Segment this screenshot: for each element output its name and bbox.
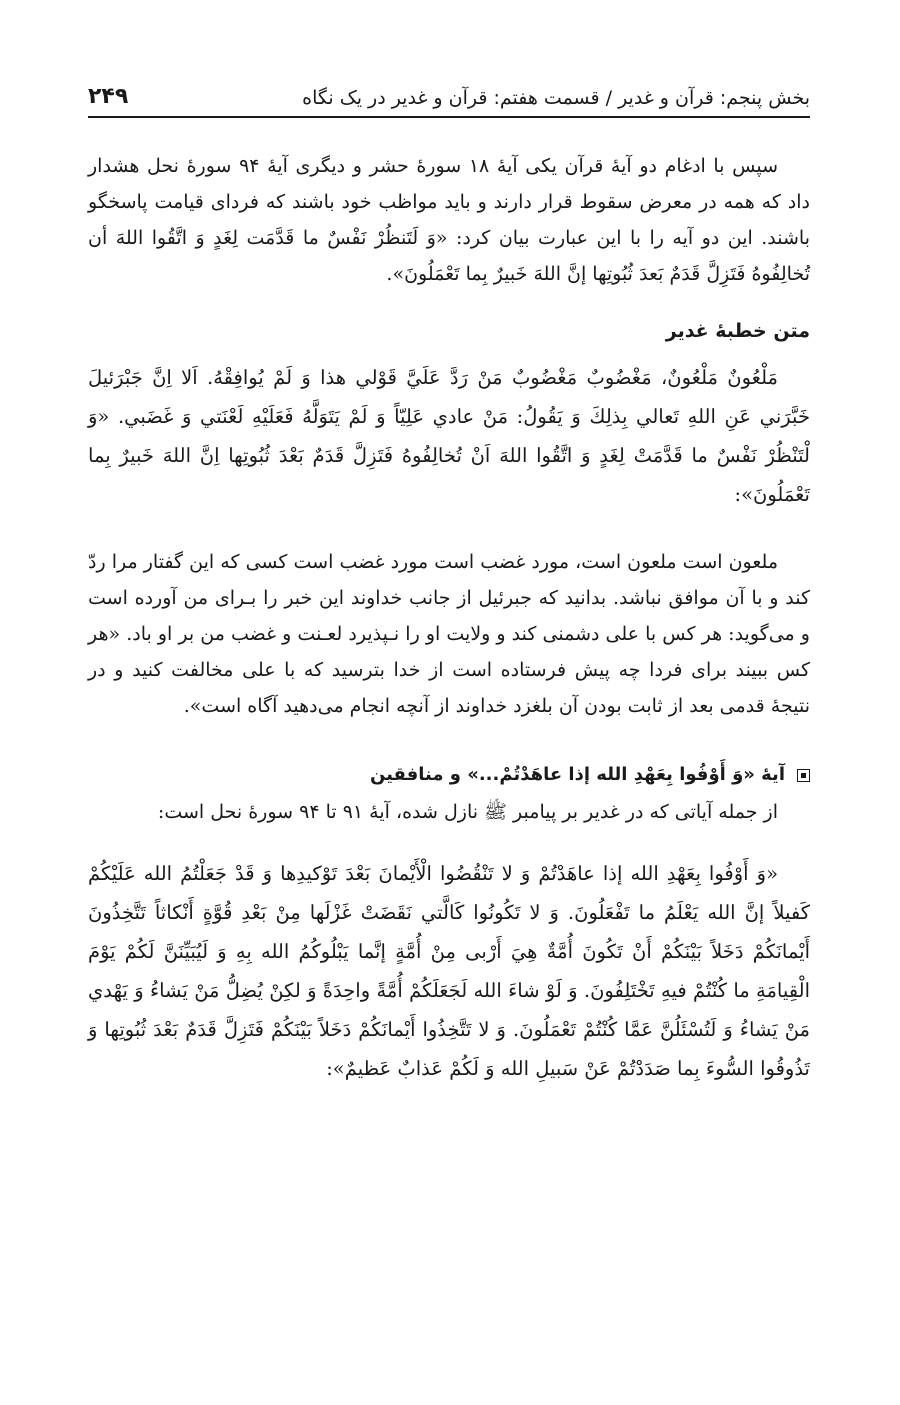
page-header [88, 70, 810, 118]
running-head: بخش پنجم: قرآن و غدیر / قسمت هفتم: قرآن و غدیر در یک نگاه [302, 87, 810, 110]
khutbah-persian-translation: ملعون است ملعون است، مورد غضب است مورد غضب است کسی که این گفتار مرا ردّ کند و با آن موافق نباشد. بدانید که جبرئیل از جانب خداوند این خبر را بـرای من آورده است و می‌گوید: هر کس با علی دشمنی کند و ولایت او را نـپذیرد لعـنت و غضب من بر او باد. «هر کس ببیند برای فردا چه پیش فرستاده است از خدا بترسید که با علی مخالفت کنید و در نتیجهٔ قدمی بعد از ثابت بودن آن بلغزد خداوند از آنچه انجام می‌دهید آگاه است». [88, 551, 810, 717]
ayah-arabic-text: «وَ أَوْفُوا بِعَهْدِ الله إذا عاهَدْتُمْ وَ لا تَنْقُضُوا الْأَيْمانَ بَعْدَ تَوْكيدِها وَ قَدْ جَعَلْتُمُ الله عَلَيْكُمْ كَفيلاً إنَّ الله يَعْلَمُ ما تَفْعَلُونَ. وَ لا تَكُونُوا كَالَّتي نَقَضَتْ غَزْلَها مِنْ بَعْدِ قُوَّةٍ أَنْكاثاً تَتَّخِذُونَ أَيْمانَكُمْ دَخَلاً بَيْنَكُمْ أَنْ تَكُونَ أُمَّةٌ هِيَ أَرْبى مِنْ أُمَّةٍ إنَّما يَبْلُوكُمُ الله بِهِ وَ لَيُبَيِّنَنَّ لَكُمْ يَوْمَ الْقِيامَةِ ما كُنْتُمْ فيهِ تَخْتَلِفُونَ. وَ لَوْ شاءَ الله لَجَعَلَكُمْ أُمَّةً واحِدَةً وَ لكِنْ يُضِلُّ مَنْ يَشاءُ وَ يَهْدي مَنْ يَشاءُ وَ لَتُسْئَلُنَّ عَمَّا كُنْتُمْ تَعْمَلُونَ. وَ لا تَتَّخِذُوا أَيْمانَكُمْ دَخَلاً بَيْنَكُمْ فَتَزِلَّ قَدَمٌ بَعْدَ ثُبُوتِها وَ تَذُوقُوا السُّوءَ بِما صَدَدْتُمْ عَنْ سَبيلِ الله وَ لَكُمْ عَذابٌ عَظيمٌ»: [88, 862, 810, 1080]
intro-paragraph: سپس با ادغام دو آیهٔ قرآن یکی آیهٔ ۱۸ سورهٔ حشر و دیگری آیهٔ ۹۴ سورهٔ نحل هشدار داد که همه در معرض سقوط قرار دارند و باید مواظب خود باشند که فردای قیامت پاسخگو باشند. این دو آیه را با این عبارت بیان کرد: «وَ لَتَنظُرْ نَفْسٌ ما قَدَّمَت لِغَدٍ وَ اتَّقُوا اللهَ أن تُخالِفُوهُ فَتَزِلَّ قَدَمٌ بَعدَ ثُبُوتِها إنَّ اللهَ خَبيرٌ بِما تَعْمَلُونَ». [88, 155, 810, 285]
ayah-intro-paragraph: از جمله آیاتی که در غدیر بر پیامبر ﷺ نازل شده، آیهٔ ۹۱ تا ۹۴ سورهٔ نحل است: [157, 801, 778, 823]
khutbah-heading: متن خطبهٔ غدیر [665, 320, 810, 342]
ayah-heading [88, 760, 810, 790]
khutbah-arabic-text: مَلْعُونٌ مَلْعُونٌ، مَغْضُوبٌ مَغْضُوبٌ مَنْ رَدَّ عَلَيَّ قَوْلي هذا وَ لَمْ يُوافِقْهُ. اَلا اِنَّ جَبْرَئيلَ خَبَّرَني عَنِ اللهِ تَعالي بِذلِكَ وَ يَقُولُ: مَنْ عادي عَلِيّاً وَ لَمْ يَتَوَلَّهُ فَعَلَيْهِ لَعْنَتي وَ غَضَبي. «وَ لْتَنْظُرْ نَفْسٌ ما قَدَّمَتْ لِغَدٍ وَ اتَّقُوا اللهَ اَنْ تُخالِفُوهُ فَتَزِلَّ قَدَمٌ بَعْدَ ثُبُوتِها اِنَّ اللهَ خَبيرٌ بِما تَعْمَلُونَ»: [88, 366, 810, 506]
ayah-heading-text: آیهٔ «وَ أَوْفُوا بِعَهْدِ الله إذا عاهَدْتُمْ...» و منافقین [369, 764, 785, 785]
page-number: ۲۴۹ [88, 83, 129, 109]
page-body [88, 140, 810, 1088]
square-bullet-icon [797, 769, 810, 782]
